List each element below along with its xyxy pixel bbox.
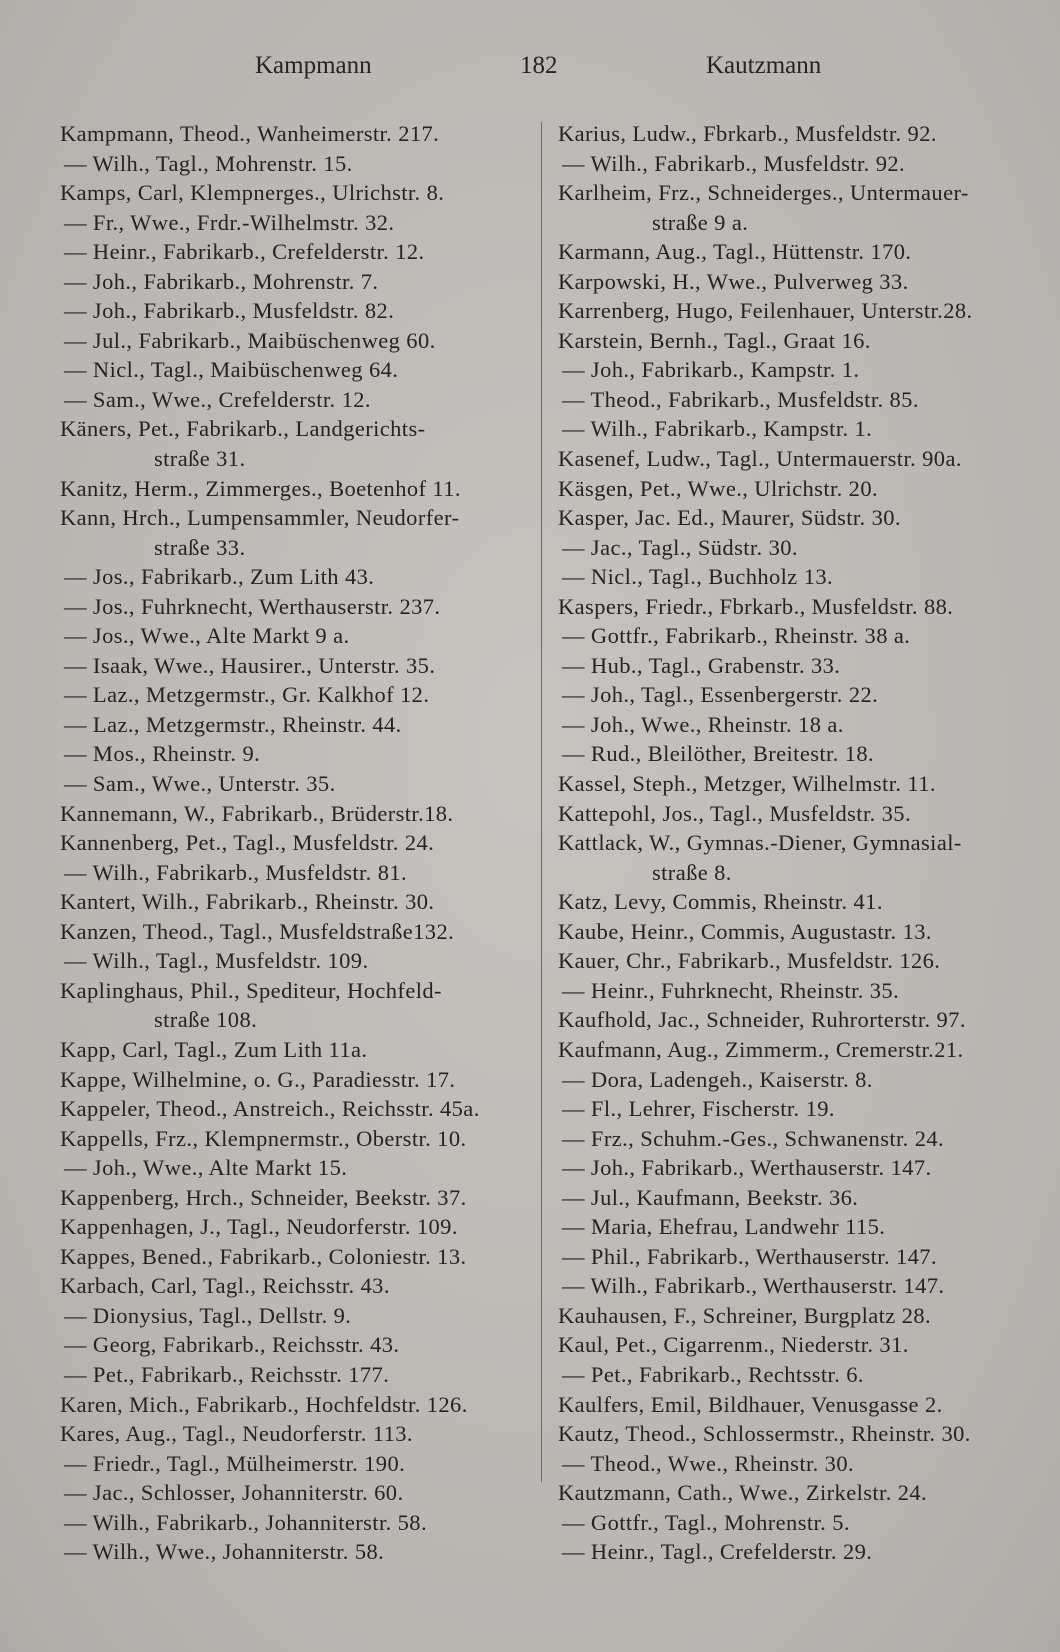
sub-entry: — Wilh., Tagl., Mohrenstr. 15. [64, 150, 353, 176]
sub-entry: — Dora, Ladengeh., Kaiserstr. 8. [562, 1066, 873, 1092]
sub-entry: — Wilh., Wwe., Johanniterstr. 58. [64, 1539, 385, 1565]
sub-entry: — Jos., Fuhrknecht, Werthauserstr. 237. [64, 593, 441, 619]
directory-entry: Kauhausen, F., Schreiner, Burgplatz 28. [558, 1302, 932, 1328]
entry-continuation: straße 9 a. [652, 209, 749, 235]
sub-entry: — Wilh., Fabrikarb., Musfeldstr. 81. [64, 859, 408, 885]
directory-entry: Kapp, Carl, Tagl., Zum Lith 11a. [60, 1036, 368, 1062]
directory-entry: Karpowski, H., Wwe., Pulverweg 33. [558, 268, 909, 294]
directory-entry: Karius, Ludw., Fbrkarb., Musfeldstr. 92. [558, 121, 937, 146]
sub-entry: — Maria, Ehefrau, Landwehr 115. [562, 1214, 886, 1240]
directory-entry: Kaul, Pet., Cigarrenm., Niederstr. 31. [558, 1332, 909, 1358]
sub-entry: — Heinr., Tagl., Crefelderstr. 29. [562, 1539, 873, 1565]
directory-entry: Karbach, Carl, Tagl., Reichsstr. 43. [60, 1273, 390, 1299]
sub-entry: — Joh., Fabrikarb., Werthauserstr. 147. [562, 1155, 932, 1181]
sub-entry: — Joh., Fabrikarb., Musfeldstr. 82. [64, 298, 395, 324]
directory-entry: Kanzen, Theod., Tagl., Musfeldstraße132. [60, 918, 455, 944]
entry-continuation: straße 8. [652, 859, 732, 885]
sub-entry: — Pet., Fabrikarb., Rechtsstr. 6. [562, 1361, 864, 1387]
sub-entry: — Mos., Rheinstr. 9. [64, 741, 261, 767]
sub-entry: — Georg, Fabrikarb., Reichsstr. 43. [64, 1332, 400, 1358]
directory-entry: Kappeler, Theod., Anstreich., Reichsstr. 45a. [60, 1096, 480, 1122]
sub-entry: — Gottfr., Tagl., Mohrenstr. 5. [562, 1509, 850, 1535]
directory-entry: Kappe, Wilhelmine, o. G., Paradiesstr. 17. [60, 1066, 456, 1092]
directory-entry: Kasenef, Ludw., Tagl., Untermauerstr. 90a. [558, 446, 962, 472]
directory-entry: Kassel, Steph., Metzger, Wilhelmstr. 11. [558, 771, 936, 797]
sub-entry: — Nicl., Tagl., Maibüschenweg 64. [64, 357, 399, 383]
directory-entry: Kaulfers, Emil, Bildhauer, Venusgasse 2. [558, 1391, 943, 1417]
sub-entry: — Fl., Lehrer, Fischerstr. 19. [562, 1096, 835, 1122]
sub-entry: — Rud., Bleilöther, Breitestr. 18. [562, 741, 875, 767]
directory-entry: Kaspers, Friedr., Fbrkarb., Musfeldstr. 88. [558, 593, 954, 619]
sub-entry: — Isaak, Wwe., Hausirer., Unterstr. 35. [64, 652, 436, 678]
sub-entry: — Pet., Fabrikarb., Reichsstr. 177. [64, 1361, 390, 1387]
entry-continuation: straße 108. [154, 1007, 258, 1033]
sub-entry: — Jac., Tagl., Südstr. 30. [562, 534, 798, 560]
directory-entry: Kappes, Bened., Fabrikarb., Coloniestr. 13. [60, 1243, 467, 1269]
sub-entry: — Laz., Metzgermstr., Rheinstr. 44. [64, 711, 402, 737]
directory-entry: Käners, Pet., Fabrikarb., Landgerichts- [60, 416, 426, 442]
sub-entry: — Wilh., Fabrikarb., Johanniterstr. 58. [64, 1509, 427, 1535]
sub-entry: — Joh., Fabrikarb., Mohrenstr. 7. [64, 268, 379, 294]
sub-entry: — Jos., Fabrikarb., Zum Lith 43. [64, 564, 375, 590]
directory-entry: Kamps, Carl, Klempnerges., Ulrichstr. 8. [60, 180, 445, 206]
directory-entry: Kaplinghaus, Phil., Spediteur, Hochfeld- [60, 977, 442, 1003]
sub-entry: — Wilh., Fabrikarb., Musfeldstr. 92. [562, 150, 906, 176]
entry-continuation: straße 33. [154, 534, 246, 560]
directory-entry: Kattepohl, Jos., Tagl., Musfeldstr. 35. [558, 800, 911, 826]
sub-entry: — Joh., Tagl., Essenbergerstr. 22. [562, 682, 879, 708]
running-head-first-name: Kampmann [255, 52, 372, 79]
sub-entry: — Gottfr., Fabrikarb., Rheinstr. 38 a. [562, 623, 911, 649]
sub-entry: — Theod., Wwe., Rheinstr. 30. [562, 1450, 854, 1476]
sub-entry: — Joh., Wwe., Rheinstr. 18 a. [562, 711, 844, 737]
directory-entry: Karstein, Bernh., Tagl., Graat 16. [558, 327, 871, 353]
directory-entry: Käsgen, Pet., Wwe., Ulrichstr. 20. [558, 475, 879, 501]
directory-entry: Kann, Hrch., Lumpensammler, Neudorfer- [60, 505, 460, 531]
directory-entry: Kares, Aug., Tagl., Neudorferstr. 113. [60, 1421, 413, 1447]
entry-continuation: straße 31. [154, 446, 246, 472]
directory-entry: Karmann, Aug., Tagl., Hüttenstr. 170. [558, 239, 912, 265]
directory-entry: Karen, Mich., Fabrikarb., Hochfeldstr. 126. [60, 1391, 468, 1417]
sub-entry: — Sam., Wwe., Crefelderstr. 12. [64, 386, 371, 412]
directory-entry: Kautzmann, Cath., Wwe., Zirkelstr. 24. [558, 1480, 928, 1506]
directory-entry: Kannemann, W., Fabrikarb., Brüderstr.18. [60, 800, 454, 826]
sub-entry: — Jac., Schlosser, Johanniterstr. 60. [64, 1480, 404, 1506]
directory-entry: Katz, Levy, Commis, Rheinstr. 41. [558, 889, 883, 915]
sub-entry: — Heinr., Fabrikarb., Crefelderstr. 12. [64, 239, 425, 265]
left-column [60, 119, 530, 1567]
directory-entry: Karrenberg, Hugo, Feilenhauer, Unterstr.28. [558, 298, 973, 324]
directory-entry: Kappells, Frz., Klempnermstr., Oberstr. 10. [60, 1125, 467, 1151]
sub-entry: — Wilh., Fabrikarb., Werthauserstr. 147. [562, 1273, 945, 1299]
sub-entry: — Theod., Fabrikarb., Musfeldstr. 85. [562, 386, 919, 412]
sub-entry: — Phil., Fabrikarb., Werthauserstr. 147. [562, 1243, 937, 1269]
sub-entry: — Joh., Fabrikarb., Kampstr. 1. [562, 357, 860, 383]
directory-entry: Kaube, Heinr., Commis, Augustastr. 13. [558, 918, 932, 944]
directory-entry: Karlheim, Frz., Schneiderges., Untermauer- [558, 180, 969, 206]
directory-entry: Kanitz, Herm., Zimmerges., Boetenhof 11. [60, 475, 461, 501]
page-number: 182 [520, 52, 558, 79]
directory-entry: Kaufmann, Aug., Zimmerm., Cremerstr.21. [558, 1036, 964, 1062]
sub-entry: — Hub., Tagl., Grabenstr. 33. [562, 652, 841, 678]
sub-entry: — Dionysius, Tagl., Dellstr. 9. [64, 1302, 352, 1328]
directory-entry: Kannenberg, Pet., Tagl., Musfeldstr. 24. [60, 830, 435, 856]
directory-entry: Kappenberg, Hrch., Schneider, Beekstr. 37. [60, 1184, 467, 1210]
directory-entry: Kappenhagen, J., Tagl., Neudorferstr. 109. [60, 1214, 458, 1240]
sub-entry: — Jul., Fabrikarb., Maibüschenweg 60. [64, 327, 436, 353]
directory-entry: Kattlack, W., Gymnas.-Diener, Gymnasial- [558, 830, 962, 856]
directory-entry: Kampmann, Theod., Wanheimerstr. 217. [60, 121, 440, 146]
sub-entry: — Wilh., Fabrikarb., Kampstr. 1. [562, 416, 873, 442]
sub-entry: — Laz., Metzgermstr., Gr. Kalkhof 12. [64, 682, 430, 708]
sub-entry: — Nicl., Tagl., Buchholz 13. [562, 564, 834, 590]
sub-entry: — Joh., Wwe., Alte Markt 15. [64, 1155, 348, 1181]
directory-entry: Kauer, Chr., Fabrikarb., Musfeldstr. 126. [558, 948, 941, 974]
sub-entry: — Friedr., Tagl., Mülheimerstr. 190. [64, 1450, 406, 1476]
running-head-last-name: Kautzmann [706, 52, 822, 79]
sub-entry: — Heinr., Fuhrknecht, Rheinstr. 35. [562, 977, 900, 1003]
sub-entry: — Wilh., Tagl., Musfeldstr. 109. [64, 948, 369, 974]
column-divider [541, 122, 542, 1482]
directory-entry: Kaufhold, Jac., Schneider, Ruhrorterstr. 97. [558, 1007, 966, 1033]
directory-entry: Kasper, Jac. Ed., Maurer, Südstr. 30. [558, 505, 901, 531]
sub-entry: — Jos., Wwe., Alte Markt 9 a. [64, 623, 350, 649]
sub-entry: — Jul., Kaufmann, Beekstr. 36. [562, 1184, 859, 1210]
sub-entry: — Sam., Wwe., Unterstr. 35. [64, 771, 336, 797]
directory-entry: Kantert, Wilh., Fabrikarb., Rheinstr. 30. [60, 889, 435, 915]
right-column [558, 119, 1033, 1567]
directory-entry: Kautz, Theod., Schlossermstr., Rheinstr. 30. [558, 1421, 971, 1447]
sub-entry: — Fr., Wwe., Frdr.-Wilhelmstr. 32. [64, 209, 395, 235]
sub-entry: — Frz., Schuhm.-Ges., Schwanenstr. 24. [562, 1125, 945, 1151]
